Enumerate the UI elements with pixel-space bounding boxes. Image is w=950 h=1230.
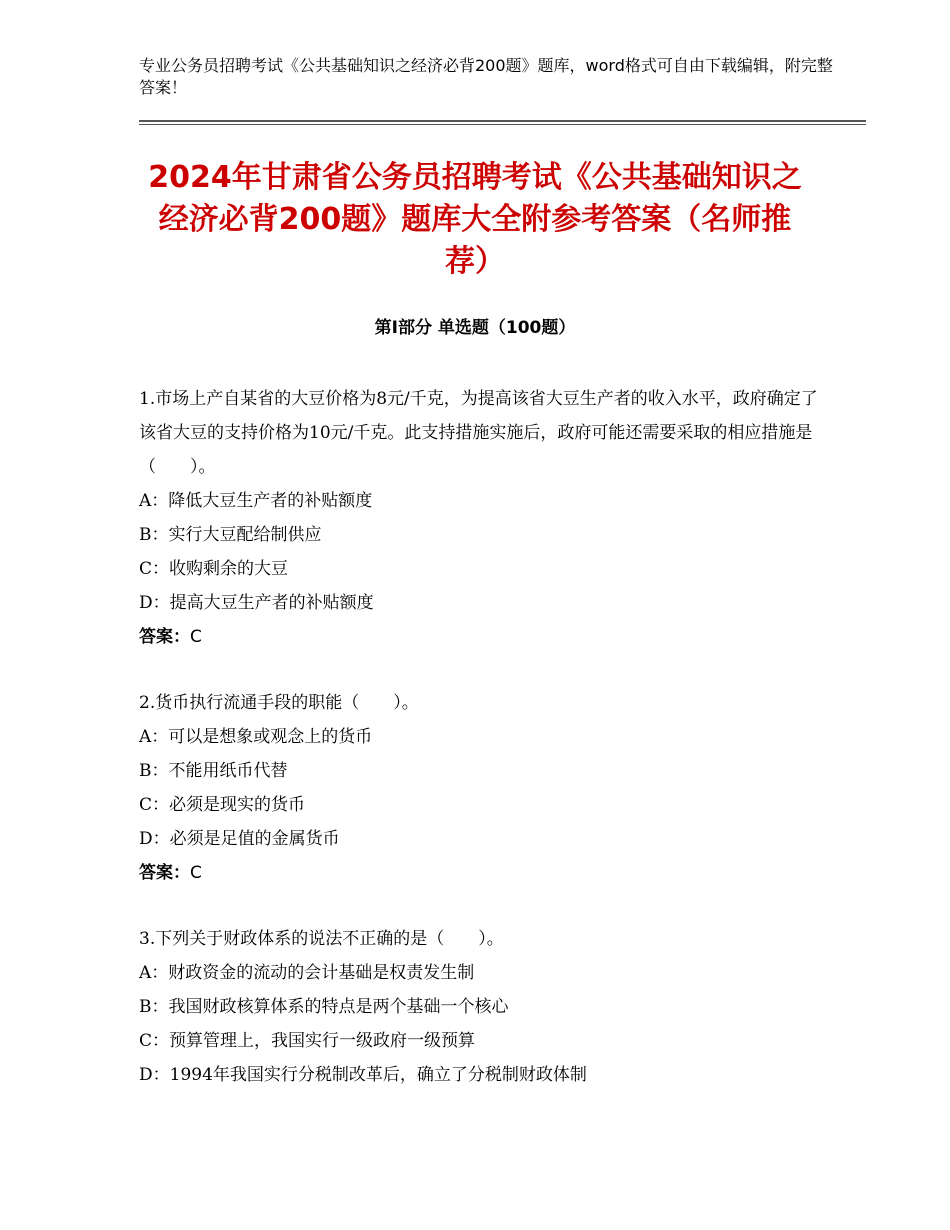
option-c: C：必须是现实的货币 [139,795,306,815]
option-b: B：我国财政核算体系的特点是两个基础一个核心 [139,997,509,1017]
question-stem: 2.货币执行流通手段的职能（ ）。 [139,693,419,713]
answer-label: 答案： [139,863,190,883]
answer [139,620,819,654]
question-stem: 1.市场上产自某省的大豆价格为8元/千克，为提高该省大豆生产者的收入水平，政府确定了该省大豆的支持价格为10元/千克。此支持措施实施后，政府可能还需要采取的相应措施是（ ）。 [139,389,818,477]
question-1 [139,382,819,654]
header-note: 专业公务员招聘考试《公共基础知识之经济必背200题》题库，word格式可自由下载编辑，附完整答案！ [139,56,833,97]
option-d: D：提高大豆生产者的补贴额度 [139,593,374,613]
header-divider [139,120,866,125]
answer [139,856,819,890]
option-c: C：预算管理上，我国实行一级政府一级预算 [139,1031,476,1051]
question-3 [139,922,819,1092]
document-title: 2024年甘肃省公务员招聘考试《公共基础知识之经济必背200题》题库大全附参考答案（名师推荐） [148,160,802,279]
question-2 [139,686,819,890]
option-a: A：可以是想象或观念上的货币 [139,727,373,747]
option-a: A：财政资金的流动的会计基础是权责发生制 [139,963,475,983]
answer-value: C [190,863,202,883]
option-d: D：1994年我国实行分税制改革后，确立了分税制财政体制 [139,1065,587,1085]
question-stem: 3.下列关于财政体系的说法不正确的是（ ）。 [139,929,504,949]
option-b: B：实行大豆配给制供应 [139,525,322,545]
answer-label: 答案： [139,627,190,647]
option-d: D：必须是足值的金属货币 [139,829,340,849]
option-b: B：不能用纸币代替 [139,761,288,781]
section-title: 第Ⅰ部分 单选题（100题） [374,318,576,338]
option-a: A：降低大豆生产者的补贴额度 [139,491,373,511]
option-c: C：收购剩余的大豆 [139,559,289,579]
question-list [139,382,819,1124]
answer-value: C [190,627,202,647]
